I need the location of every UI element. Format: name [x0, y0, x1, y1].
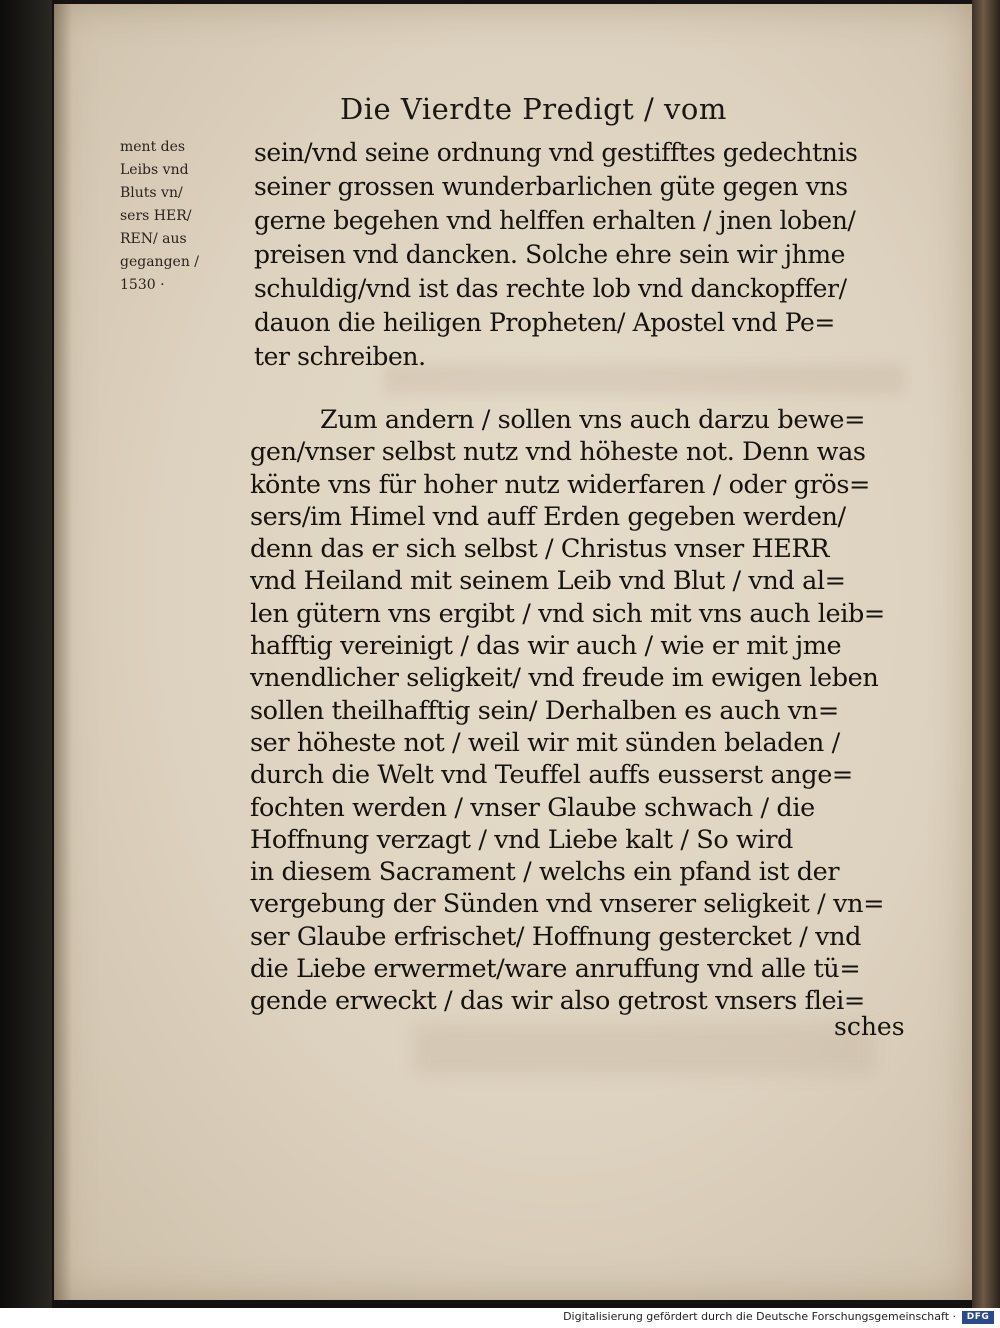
text-line: gen/vnser selbst nutz vnd höheste not. Denn was — [250, 437, 866, 468]
text-line: hafftig vereinigt / das wir auch / wie er mit jme — [250, 631, 842, 662]
text-line: durch die Welt vnd Teuffel auffs eusserst ange= — [250, 760, 853, 791]
text-line: ter schreiben. — [254, 342, 426, 371]
digitization-footer — [0, 1308, 1000, 1328]
margin-note — [120, 136, 238, 297]
margin-note-line: 1530 · — [120, 277, 165, 293]
text-line: sollen theilhafftig sein/ Derhalben es auch vn= — [250, 695, 839, 726]
margin-note-line: Leibs vnd — [120, 162, 189, 178]
text-line: vnd Heiland mit seinem Leib vnd Blut / vnd al= — [250, 566, 846, 597]
margin-note-line: REN/ aus — [120, 231, 187, 247]
running-title: Die Vierdte Predigt / vom — [340, 92, 727, 126]
text-line: könte vns für hoher nutz widerfaren / oder grös= — [250, 469, 870, 500]
page-edge-right — [972, 0, 1000, 1308]
text-line: die Liebe erwermet/ware anruffung vnd alle tü= — [250, 954, 861, 985]
text-line: schuldig/vnd ist das rechte lob vnd danckopffer/ — [254, 274, 847, 303]
text-line: preisen vnd dancken. Solche ehre sein wir jhme — [254, 240, 846, 269]
text-line: ser höheste not / weil wir mit sünden beladen / — [250, 727, 840, 758]
text-line: dauon die heiligen Propheten/ Apostel vnd Pe= — [254, 308, 835, 337]
text-line: seiner grossen wunderbarlichen güte gegen vns — [254, 172, 848, 201]
text-line: vergebung der Sünden vnd vnserer seligkeit / vn= — [250, 889, 885, 920]
text-line: denn das er sich selbst / Christus vnser HERR — [250, 534, 830, 565]
text-line: fochten werden / vnser Glaube schwach / die — [250, 792, 815, 823]
dfg-logo-icon: DFG — [962, 1311, 994, 1324]
funding-credit: Digitalisierung gefördert durch die Deutsche Forschungsgemeinschaft · — [563, 1310, 956, 1323]
book-binding-edge — [0, 0, 52, 1308]
text-line: sein/vnd seine ordnung vnd gestifftes gedechtnis — [254, 138, 858, 167]
paragraph-1 — [254, 136, 857, 374]
text-line: Zum andern / sollen vns auch darzu bewe= — [320, 405, 866, 435]
text-line: len gütern vns ergibt / vnd sich mit vns auch leib= — [250, 598, 885, 629]
text-line: gende erweckt / das wir also getrost vnsers flei= — [250, 986, 865, 1017]
text-line: vnendlicher seligkeit/ vnd freude im ewigen leben — [250, 663, 879, 694]
text-line: gerne begehen vnd helffen erhalten / jnen loben/ — [254, 206, 856, 235]
margin-note-line: gegangen / — [120, 254, 200, 270]
margin-note-line: sers HER/ — [120, 208, 192, 224]
text-line: Hoffnung verzagt / vnd Liebe kalt / So wird — [250, 824, 793, 855]
catchword: sches — [834, 1012, 905, 1041]
paragraph-2 — [250, 404, 885, 1018]
text-line: ser Glaube erfrischet/ Hoffnung gestercket / vnd — [250, 921, 862, 952]
text-line: in diesem Sacrament / welchs ein pfand ist der — [250, 857, 840, 888]
text-line: sers/im Himel vnd auff Erden gegeben werden/ — [250, 501, 846, 532]
ink-bleed-through — [414, 1024, 874, 1074]
margin-note-line: Bluts vn/ — [120, 185, 183, 201]
margin-note-line: ment des — [120, 139, 186, 155]
